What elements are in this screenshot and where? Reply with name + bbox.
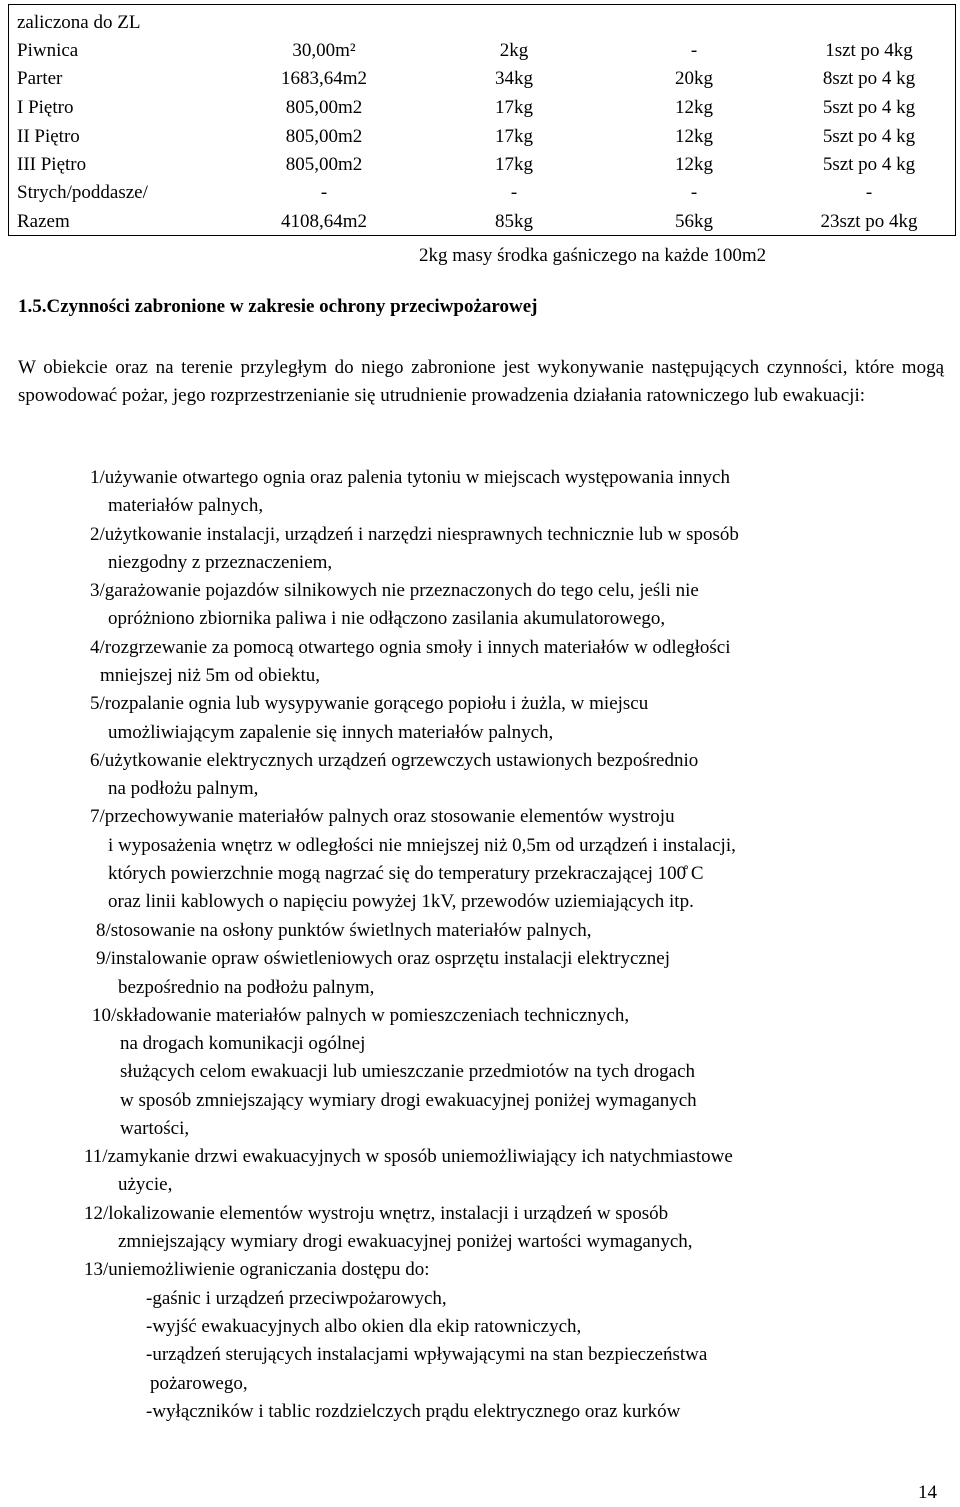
table-cell: 17kg [495,154,533,175]
list-item-line: wartości, [120,1118,190,1139]
table-cell: 8szt po 4 kg [822,68,916,89]
table-cell: 805,00m2 [285,97,363,118]
section-heading: 1.5.Czynności zabronione w zakresie ochrony przeciwpożarowej [18,296,538,317]
table-cell: - [690,182,698,203]
table-cell: 805,00m2 [285,126,363,147]
table-cell: 5szt po 4 kg [822,97,916,118]
list-item-line: 3/garażowanie pojazdów silnikowych nie przeznaczonych do tego celu, jeśli nie [90,580,699,601]
list-item-line: mniejszej niż 5m od obiektu, [100,665,321,686]
table-cell: I Piętro [17,97,74,118]
list-item-line: 7/przechowywanie materiałów palnych oraz stosowanie elementów wystroju [90,806,675,827]
table-cell: 12kg [675,154,713,175]
table-cell: 20kg [675,68,713,89]
table-cell: 34kg [495,68,533,89]
list-item-line: których powierzchnie mogą nagrzać się do temperatury przekraczającej 100̊ C [108,863,704,884]
table-cell: III Piętro [17,154,87,175]
list-item-line: -urządzeń sterujących instalacjami wpływającymi na stan bezpieczeństwa [146,1344,708,1365]
table-cell: Piwnica [17,40,79,61]
list-item-line: 5/rozpalanie ognia lub wysypywanie gorącego popiołu i żużla, w miejscu [90,693,649,714]
table-cell: 56kg [675,211,713,232]
list-item-line: niezgodny z przeznaczeniem, [108,552,333,573]
table-cell: 17kg [495,126,533,147]
table-cell: 30,00m² [292,40,356,61]
list-item-line: 11/zamykanie drzwi ewakuacyjnych w sposób uniemożliwiający ich natychmiastowe [84,1146,733,1167]
table-row [9,208,957,236]
list-item-line: na podłożu palnym, [108,778,259,799]
list-item-line: na drogach komunikacji ogólnej [120,1033,366,1054]
list-item-line: i wyposażenia wnętrz w odległości nie mniejszej niż 0,5m od urządzeń i instalacji, [108,835,736,856]
list-item-line: 13/uniemożliwienie ograniczania dostępu do: [84,1259,430,1280]
table-cell: 12kg [675,97,713,118]
list-item-line: opróżniono zbiornika paliwa i nie odłączono zasilania akumulatorowego, [108,608,666,629]
list-item-line: materiałów palnych, [108,495,264,516]
list-item-line: pożarowego, [150,1373,248,1394]
table-cell: Strych/poddasze/ [17,182,148,203]
list-item-line: 10/składowanie materiałów palnych w pomieszczeniach technicznych, [92,1005,630,1026]
list-item-line: 12/lokalizowanie elementów wystroju wnętrz, instalacji i urządzeń w sposób [84,1203,669,1224]
table-caption: zaliczona do ZL [17,12,141,33]
table-cell: - [690,40,698,61]
table-row [9,151,957,179]
table-row [9,179,957,207]
table-cell: 23szt po 4kg [820,211,918,232]
table-cell: 12kg [675,126,713,147]
table-cell: 17kg [495,97,533,118]
table-row [9,94,957,122]
list-item-line: -gaśnic i urządzeń przeciwpożarowych, [146,1288,447,1309]
list-item-line: umożliwiającym zapalenie się innych materiałów palnych, [108,722,554,743]
table-cell: 4108,64m2 [280,211,368,232]
table-cell: Razem [17,211,70,232]
list-item-line: użycie, [118,1174,173,1195]
list-item-line: bezpośrednio na podłożu palnym, [118,977,375,998]
list-item-line: zmniejszający wymiary drogi ewakuacyjnej poniżej wartości wymaganych, [118,1231,693,1252]
list-item-line: 9/instalowanie opraw oświetleniowych oraz osprzętu instalacji elektrycznej [96,948,671,969]
list-item-line: 2/użytkowanie instalacji, urządzeń i narzędzi niesprawnych technicznie lub w sposób [90,524,739,545]
table-row [9,37,957,65]
page-number: 14 [918,1482,937,1503]
table-note: 2kg masy środka gaśniczego na każde 100m2 [419,245,767,266]
table-row [9,65,957,93]
table-cell: II Piętro [17,126,80,147]
table-cell: 5szt po 4 kg [822,126,916,147]
table-cell: 5szt po 4 kg [822,154,916,175]
list-item-line: 1/używanie otwartego ognia oraz palenia tytoniu w miejscach występowania innych [90,467,730,488]
table-cell: 1683,64m2 [280,68,368,89]
section-intro: W obiekcie oraz na terenie przyległym do niego zabronione jest wykonywanie następujących czynności, które mogą spowodować pożar, jego rozprzestrzenianie się utrudnienie prowadzenia działania ratowniczego lub ewakuacji: [18,357,944,406]
list-item-line: 8/stosowanie na osłony punktów świetlnych materiałów palnych, [96,920,592,941]
table-row [9,123,957,151]
list-item-line: -wyłączników i tablic rozdzielczych prądu elektrycznego oraz kurków [146,1401,681,1422]
list-item-line: służących celom ewakuacji lub umieszczanie przedmiotów na tych drogach [120,1061,696,1082]
table-cell: 2kg [499,40,529,61]
list-item-line: oraz linii kablowych o napięciu powyżej 1kV, przewodów uziemiających itp. [108,891,694,912]
table-cell: - [320,182,328,203]
table-cell: - [510,182,518,203]
table-cell: Parter [17,68,63,89]
extinguisher-table [8,4,956,266]
table-cell: 1szt po 4kg [825,40,913,61]
table-cell: 805,00m2 [285,154,363,175]
table-cell: 85kg [495,211,533,232]
list-item-line: 4/rozgrzewanie za pomocą otwartego ognia smoły i innych materiałów w odległości [90,637,731,658]
list-item-line: 6/użytkowanie elektrycznych urządzeń ogrzewczych ustawionych bezpośrednio [90,750,699,771]
table-cell: - [865,182,873,203]
list-item-line: w sposób zmniejszający wymiary drogi ewakuacyjnej poniżej wymaganych [120,1090,697,1111]
list-item-line: -wyjść ewakuacyjnych albo okien dla ekip ratowniczych, [146,1316,582,1337]
